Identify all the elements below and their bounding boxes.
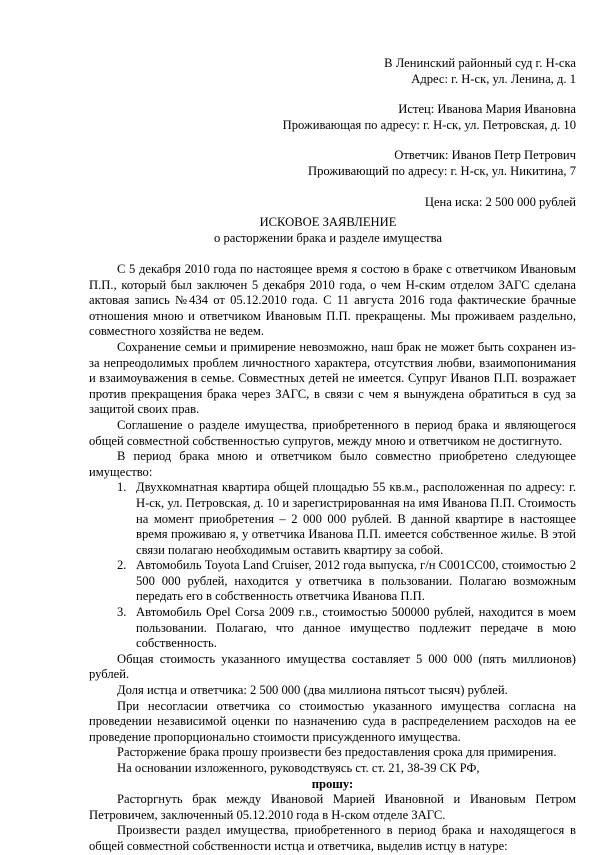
claim-price: Цена иска: 2 500 000 рублей (424, 194, 576, 209)
request-heading: прошу: (311, 776, 354, 791)
paragraph-valuation: При несогласии ответчика со стоимостью указанного имущества согласна на проведении независимой оценки по назначению суда в распределением расходов на ее проведение пропорционально стоимости присужденного имущества. (89, 698, 576, 744)
plaintiff-address: Проживающая по адресу: г. Н-ск, ул. Петровская, д. 10 (282, 117, 576, 132)
list-item-text: Автомобиль Opel Corsa 2009 г.в., стоимостью 500000 рублей, находится в моем пользовании. Полагаю, что данное имущество подлежит передаче в мою собственность. (136, 605, 576, 651)
list-item (89, 558, 576, 605)
plaintiff-name: Истец: Иванова Мария Ивановна (398, 102, 576, 117)
property-list (89, 480, 576, 652)
paragraph-reasons: Сохранение семьи и примирение невозможно, наш брак не может быть сохранен из-за непреодолимых проблем личностного характера, отсутствия любви, взаимопонимания и взаимоуважения в семье. Совместных детей не имеется. Супруг Иванов П.П. возражает против прекращения брака через ЗАГС, в связи с чем я вынуждена обратиться в суд за защитой своих прав. (89, 339, 576, 417)
paragraph-agreement: Соглашение о разделе имущества, приобретенного в период брака и являющегося общей совместной собственностью супругов, между мною и ответчиком не достигнуто. (89, 417, 576, 448)
defendant-address: Проживающий по адресу: г. Н-ск, ул. Никитина, 7 (307, 163, 576, 178)
document-body (89, 262, 576, 855)
paragraph-no-reconciliation: Расторжение брака прошу произвести без предоставления срока для примирения. (117, 745, 557, 760)
court-address: Адрес: г. Н-ск, ул. Ленина, д. 1 (411, 71, 576, 86)
paragraph-property-intro: В период брака мною и ответчиком было совместно приобретено следующее имущество: (89, 449, 576, 479)
document-header (176, 56, 576, 210)
paragraph-share: Доля истца и ответчика: 2 500 000 (два миллиона пятьсот тысяч) рублей. (117, 683, 508, 698)
defendant-name: Ответчик: Иванов Петр Петрович (394, 148, 576, 163)
paragraph-dissolve: Расторгнуть брак между Ивановой Марией Ивановной и Ивановым Петром Петровичем, заключенный 05.12.2010 года в Н-ском отделе ЗАГС. (89, 792, 576, 822)
list-item-number: 3. (117, 605, 127, 620)
paragraph-division: Произвести раздел имущества, приобретенного в период брака и находящегося в общей совместной собственности истца и ответчика, выделив истцу в натуре: (89, 823, 576, 853)
list-item-text: Автомобиль Toyota Land Cruiser, 2012 года выпуска, г/н С001СС00, стоимостью 2 500 000 рублей, находится у ответчика в пользовании. Полагаю возможным передать его в собственность ответчика Иванова П.П. (136, 558, 576, 604)
court-name: В Ленинский районный суд г. Н-ска (384, 56, 576, 70)
paragraph-marriage: С 5 декабря 2010 года по настоящее время я состою в браке с ответчиком Ивановым П.П., который был заключен 5 декабря 2010 года, о чем Н-ским отделом ЗАГС сделана актовая запись №434 от 05.12.2010 года. С 11 августа 2016 года фактические брачные отношения мною и ответчиком Ивановым П.П. прекращены. Мы проживаем раздельно, совместного хозяйства не ведем. (89, 262, 576, 339)
list-item-text: Двухкомнатная квартира общей площадью 55 кв.м., расположенная по адресу: г. Н-ск, ул. Петровская, д. 10 и зарегистрированная на имя Иванова П.П. Стоимость на момент приобретения – 2 000 000 рублей. В данной квартире в настоящее время проживаю я, у ответчика Иванова П.П. имеется собственное жилье. В этой связи полагаю необходимым оставить квартиру за собой. (136, 480, 576, 557)
list-item (89, 605, 576, 652)
paragraph-legal-basis: На основании изложенного, руководствуясь ст. ст. 21, 38-39 СК РФ, (117, 761, 480, 775)
document-title (0, 215, 616, 246)
paragraph-total-value: Общая стоимость указанного имущества составляет 5 000 000 (пять миллионов) рублей. (89, 651, 576, 682)
list-item-number: 1. (117, 480, 127, 495)
list-item-number: 2. (117, 558, 127, 573)
list-item (89, 480, 576, 558)
title-sub: о расторжении брака и разделе имущества (214, 230, 442, 245)
title-main: ИСКОВОЕ ЗАЯВЛЕНИЕ (259, 215, 397, 229)
